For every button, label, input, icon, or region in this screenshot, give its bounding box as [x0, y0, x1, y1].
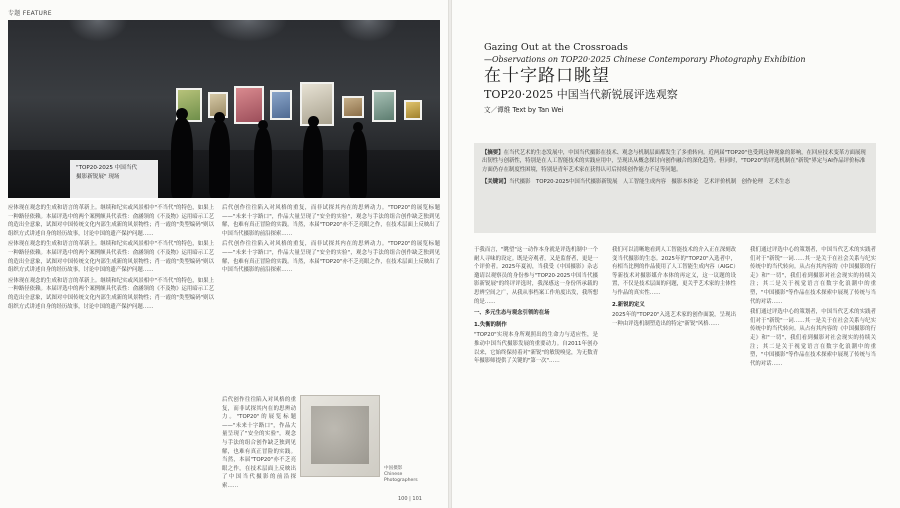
left-page [0, 0, 448, 508]
small-figure-caption: 中国摄影 Chinese Photographers [384, 466, 418, 483]
english-title: Gazing Out at the Crossroads [484, 42, 628, 53]
right-page [452, 0, 900, 508]
chinese-title: 在十字路口眺望 [484, 66, 610, 86]
photo-caption: "TOP20·2025 中国当代 摄影新锐展" 现场 [70, 160, 158, 200]
right-body-column-2: 我们可以清晰地看到人工智能技术的介入正在深刻改变当代摄影的生态。2025年的"TOP20"入选者中，有相当比例的作品使用了人工智能生成内容（AIGC）等新技术对摄影媒介本体的再定义，这一议题的设置，不仅是技术层面的问题，更关乎艺术家的主体性与作品的真实性…… 2.新锐的定义 2025年的"TOP20"入选艺术家的创作面貌，呈现出一种由评选机制塑造出的特定"新锐"风格…… [612, 247, 736, 327]
left-body-column-2: 后代创作往往陷入对风格的重复，而非试探其内在的思辨动力。"TOP20"的展览标题——"未来十字路口"，作品大量呈现了"安全的实验"，观念与手法的组合创作缺乏独到见解，也难有真正冒险的实践。当然，本届"TOP20"亦不乏亮眼之作，在技术层面上反映出了中国当代摄影的前沿探索…… 后代创作往往陷入对风格的重复，而非试探其内在的思辨动力。"TOP20"的展览标题——"未来十字路口"，作品大量呈现了"安全的实验"，观念与手法的组合创作缺乏独到见解，也难有真正冒险的实践。当然，本届"TOP20"亦不乏亮眼之作，在技术层面上反映出了中国当代摄影的前沿探索…… [222, 205, 440, 274]
visitor-silhouette [254, 128, 272, 198]
abstract-text: 在当代艺术的生态发展中，中国当代摄影在技术、观念与机制层面都发生了多重转向。近两届"TOP20"也受到这种现象的影响，在回应技术变革方面展现出韧性与创新性，特别是在人工智能技术的实践应用中，呈现出从概念探讨向创作融合的深化趋势。但同时，"TOP20"的评选机制在"新锐"界定与AI作品评价标准方面仍存在制度性困境，特别是青年艺术家在获得认可后持续创作能力不足等问题。 [482, 150, 866, 173]
subsection-heading: 1.失衡的制作 [474, 321, 507, 328]
visitor-silhouette [349, 130, 367, 198]
keywords-label: 【关键词】 [482, 179, 509, 186]
author-line: 文／谭维 Text by Tan Wei [484, 106, 564, 114]
right-body-column-1: 于我而言，"眺望"这一动作本身就是评选机制中一个耐人寻味的设定。既是旁观者，又是监督者，更是一个评价者。2025年夏初，当我受《中国摄影》杂志邀请以观察员的身份参与"TOP20·2025中国当代摄影新锐展"的终评评选时，我深感这一身份所承载的思辨空间之广，从我从事档案工作角度出发，我所想的是…… 一、多元生态与观念引领的在场 1.失衡的制作 "TOP20"实现本身所观照出的生命力与适应性，是推动中国当代摄影发展的重要动力。自2011年创办以来，它始终保持着对"新锐"的敏锐嗅觉，为无数青年摄影师提供了关键的"第一次"…… [474, 247, 598, 365]
artwork-frame [342, 96, 364, 118]
visitor-silhouette [209, 121, 230, 198]
visitor-silhouette [171, 118, 193, 198]
abstract-box [474, 143, 876, 233]
exhibition-photo [8, 20, 440, 198]
artwork-frame [404, 100, 422, 120]
subsection-heading: 2.新锐的定义 [612, 301, 645, 308]
visitor-silhouette [303, 125, 323, 198]
page-numbers: 100 | 101 [398, 496, 422, 502]
chinese-subtitle: TOP20·2025 中国当代新锐展评选观察 [484, 88, 678, 101]
left-body-column-1: 应体现在观念的生成和语言的革新上。继续和纪实或风景相中"不当代"的特色，如果上一种路径依赖。本届评选中的两个案例颇具代表性：俞涵领的《不及物》运用暗示工艺的造出全意象，试图对中国传统文化内部生成新的风景物性；肖一霞的"类型编码"则以组织方式讲述自身的经历故事，讨论中国的遗产保护问题…… 应体现在观念的生成和语言的革新上。继续和纪实或风景相中"不当代"的特色，如果上一种路径依赖。本届评选中的两个案例颇具代表性：俞涵领的《不及物》运用暗示工艺的造出全意象，试图对中国传统文化内部生成新的风景物性；肖一霞的"类型编码"则以组织方式讲述自身的经历故事，讨论中国的遗产保护问题…… 应体现在观念的生成和语言的革新上。继续和纪实或风景相中"不当代"的特色，如果上一种路径依赖。本届评选中的两个案例颇具代表性：俞涵领的《不及物》运用暗示工艺的造出全意象，试图对中国传统文化内部生成新的风景物性；肖一霞的"类型编码"则以组织方式讲述自身的经历故事，讨论中国的遗产保护问题…… [8, 205, 214, 310]
keywords-text: 当代摄影 TOP20·2025中国当代摄影新锐展 人工智能生成内容 摄影本体论 艺术评价机制 创作伦理 艺术生态 [508, 179, 791, 186]
artwork-frame [270, 90, 292, 120]
abstract-label: 【摘要】 [482, 150, 504, 156]
small-figure [300, 395, 380, 477]
artwork-frame [372, 90, 396, 122]
right-body-column-3: 我们通过评选中心的策划者，中国当代艺术的实践者们对于"新锐"一词……其一是关于在社会关系与纪实传统中的当代转向。从占有其内容的《中国摄影的行走》和"一切"，我们看到摄影对社会现实的持续关注；其二是关于视觉语言在数字化浪潮中的重塑，"中国摄影"等作品在技术探索中展现了传统与当代的对话…… 我们通过评选中心的策划者，中国当代艺术的实践者们对于"新锐"一词……其一是关于在社会关系与纪实传统中的当代转向。从占有其内容的《中国摄影的行走》和"一切"，我们看到摄影对社会现实的持续关注；其二是关于视觉语言在数字化浪潮中的重塑，"中国摄影"等作品在技术探索中展现了传统与当代的对话…… [750, 247, 876, 367]
running-head: 专题 FEATURE [8, 10, 52, 17]
section-heading: 一、多元生态与观念引领的在场 [474, 310, 550, 317]
english-subtitle: —Observations on TOP20·2025 Chinese Contemporary Photography Exhibition [484, 55, 806, 64]
left-body-column-2b: 后代创作往往陷入对风格的重复，而非试探其内在的思辨动力。"TOP20"的展览标题——"未来十字路口"，作品大量呈现了"安全的实验"，观念与手法的组合创作缺乏独到见解，也难有真正冒险的实践。当然，本届"TOP20"亦不乏亮眼之作，在技术层面上反映出了中国当代摄影的前沿探索…… [222, 397, 296, 489]
artwork-frame [234, 86, 264, 124]
